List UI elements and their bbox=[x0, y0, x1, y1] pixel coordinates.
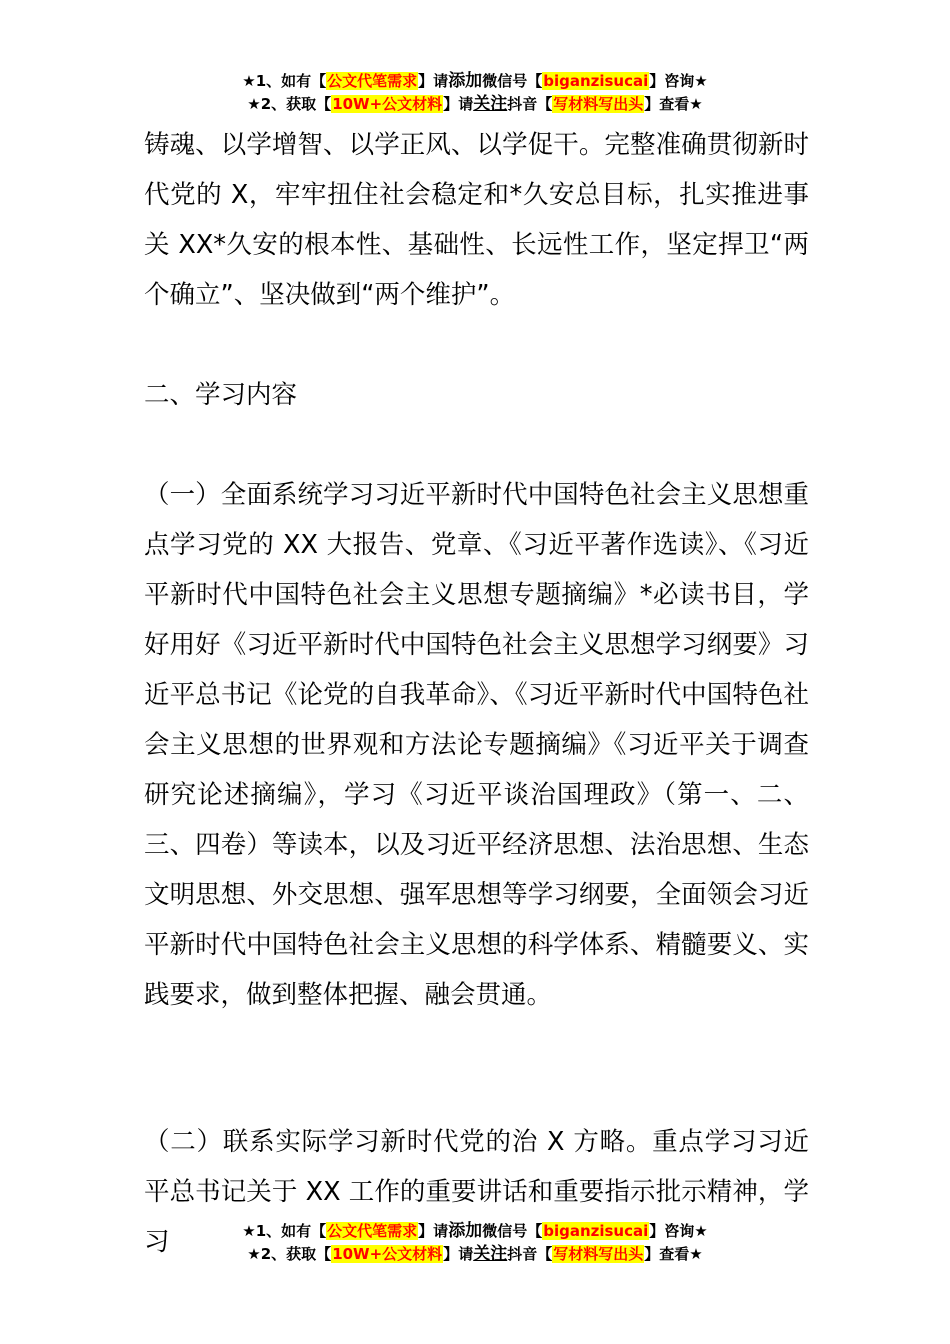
section-heading bbox=[144, 370, 809, 420]
banner-emphasis: 添加 bbox=[448, 71, 483, 91]
banner-highlight: 10W+公文材料 bbox=[332, 95, 443, 113]
banner-text: 】请 bbox=[418, 72, 449, 90]
banner-text: 抖音【 bbox=[507, 1245, 553, 1263]
banner-douyin-id: 写材料写出头 bbox=[553, 95, 644, 113]
banner-text: 微信号【 bbox=[482, 72, 543, 90]
banner-text: 抖音【 bbox=[507, 95, 553, 113]
banner-text: ★1、如有【 bbox=[242, 1222, 327, 1240]
heading-text: 二、学习内容 bbox=[144, 380, 298, 410]
body-paragraph-continuation bbox=[144, 120, 809, 320]
banner-text: 】查看★ bbox=[644, 1245, 703, 1263]
footer-banner bbox=[0, 1220, 950, 1266]
banner-text: 】咨询★ bbox=[649, 1222, 708, 1240]
banner-text: 】请 bbox=[443, 1245, 474, 1263]
banner-emphasis: 关注 bbox=[473, 94, 508, 114]
banner-text: 】查看★ bbox=[644, 95, 703, 113]
banner-highlight: 公文代笔需求 bbox=[327, 72, 418, 90]
banner-douyin-id: 写材料写出头 bbox=[553, 1245, 644, 1263]
paragraph-text: 铸魂、以学增智、以学正风、以学促干。完整准确贯彻新时代党的 X，牢牢扭住社会稳定和*久安总目标，扎实推进事关 XX*久安的根本性、基础性、长远性工作，坚定捍卫“两个确立”、坚决做到“两个维护”。 bbox=[144, 130, 809, 310]
banner-line-2 bbox=[0, 93, 950, 116]
banner-emphasis: 添加 bbox=[448, 1221, 483, 1241]
banner-emphasis: 关注 bbox=[473, 1244, 508, 1264]
banner-text: 微信号【 bbox=[482, 1222, 543, 1240]
banner-wechat-id: biganzisucai bbox=[543, 1222, 649, 1240]
banner-text: ★2、获取【 bbox=[247, 1245, 332, 1263]
body-paragraph-section-1 bbox=[144, 470, 809, 1020]
banner-wechat-id: biganzisucai bbox=[543, 72, 649, 90]
banner-text: ★1、如有【 bbox=[242, 72, 327, 90]
banner-text: ★2、获取【 bbox=[247, 95, 332, 113]
header-banner bbox=[0, 70, 950, 116]
paragraph-text: （一）全面系统学习习近平新时代中国特色社会主义思想重点学习党的 XX 大报告、党章、《习近平著作选读》、《习近平新时代中国特色社会主义思想专题摘编》*必读书目，学好用好《习近平新时代中国特色社会主义思想学习纲要》习近平总书记《论党的自我革命》、《习近平新时代中国特色社会主义思想的世界观和方法论专题摘编》《习近平关于调查研究论述摘编》，学习《习近平谈治国理政》（第一、二、三、四卷）等读本，以及习近平经济思想、法治思想、生态文明思想、外交思想、强军思想等学习纲要，全面领会习近平新时代中国特色社会主义思想的科学体系、精髓要义、实践要求，做到整体把握、融会贯通。 bbox=[144, 480, 809, 1010]
banner-text: 】请 bbox=[418, 1222, 449, 1240]
banner-line-1 bbox=[0, 1220, 950, 1243]
banner-highlight: 10W+公文材料 bbox=[332, 1245, 443, 1263]
banner-text: 】咨询★ bbox=[649, 72, 708, 90]
banner-line-2 bbox=[0, 1243, 950, 1266]
banner-line-1 bbox=[0, 70, 950, 93]
banner-highlight: 公文代笔需求 bbox=[327, 1222, 418, 1240]
paragraph-text: （二）联系实际学习新时代党的治 X 方略。重点学习习近平总书记关于 XX 工作的重要讲话和重要指示批示精神，学习 bbox=[144, 1127, 809, 1257]
banner-text: 】请 bbox=[443, 95, 474, 113]
